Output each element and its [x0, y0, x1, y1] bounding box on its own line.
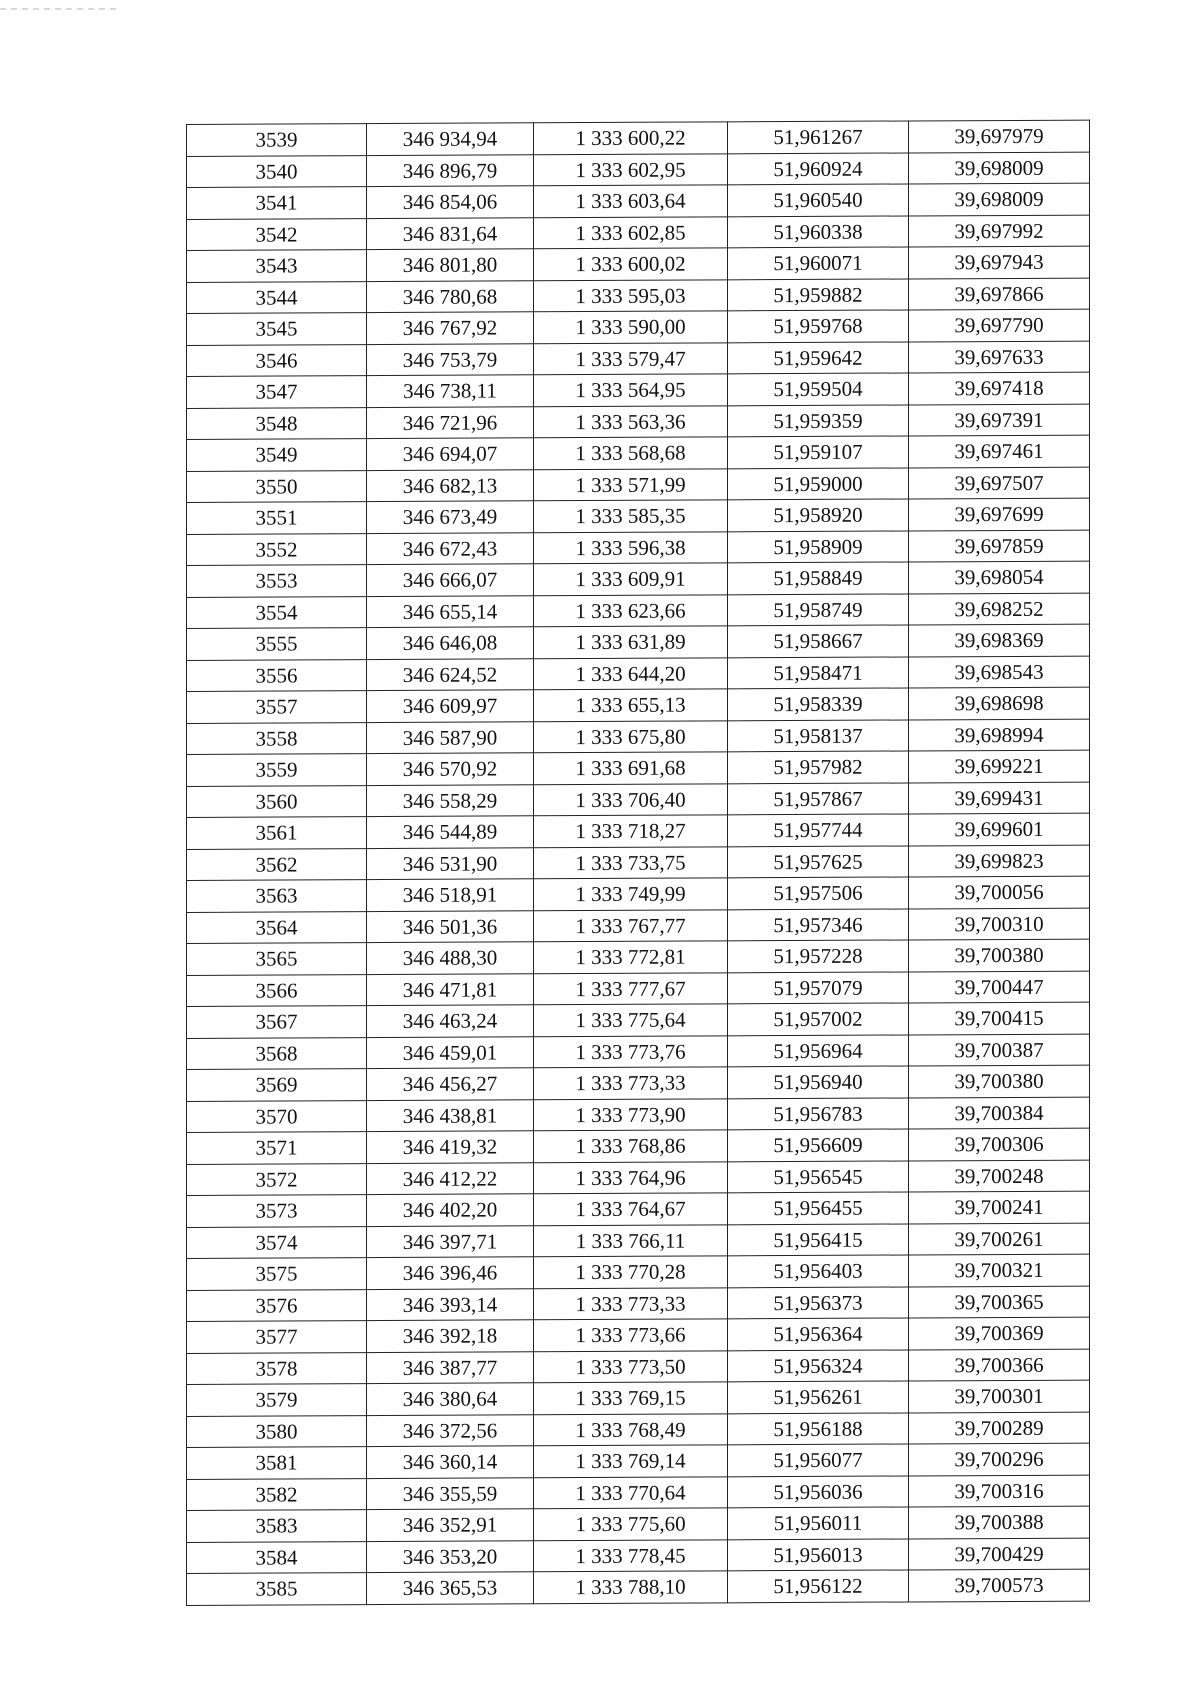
longitude-cell: 39,698994 — [909, 719, 1090, 751]
longitude-cell: 39,700321 — [909, 1254, 1090, 1286]
longitude-cell: 39,697699 — [909, 498, 1090, 530]
point-number-cell: 3585 — [187, 1573, 367, 1605]
table-row — [187, 1002, 1090, 1038]
longitude-cell: 39,697507 — [909, 467, 1090, 499]
latitude-cell: 51,957982 — [728, 751, 909, 783]
latitude-cell: 51,960540 — [728, 184, 909, 216]
y-coordinate-cell: 1 333 775,60 — [534, 1508, 728, 1540]
longitude-cell: 39,699823 — [909, 845, 1090, 877]
latitude-cell: 51,956964 — [728, 1034, 909, 1066]
point-number-cell: 3554 — [187, 596, 367, 628]
longitude-cell: 39,697461 — [909, 435, 1090, 467]
y-coordinate-cell: 1 333 564,95 — [534, 374, 728, 406]
point-number-cell: 3544 — [187, 281, 367, 313]
x-coordinate-cell: 346 459,01 — [367, 1036, 534, 1068]
y-coordinate-cell: 1 333 733,75 — [534, 846, 728, 878]
latitude-cell: 51,956455 — [728, 1192, 909, 1224]
longitude-cell: 39,700387 — [909, 1034, 1090, 1066]
x-coordinate-cell: 346 372,56 — [367, 1414, 534, 1446]
y-coordinate-cell: 1 333 623,66 — [534, 594, 728, 626]
longitude-cell: 39,698009 — [909, 152, 1090, 184]
table-row — [187, 561, 1090, 597]
x-coordinate-cell: 346 624,52 — [367, 658, 534, 690]
y-coordinate-cell: 1 333 749,99 — [534, 878, 728, 910]
table-row — [187, 341, 1090, 377]
x-coordinate-cell: 346 531,90 — [367, 847, 534, 879]
point-number-cell: 3576 — [187, 1289, 367, 1321]
table-row — [187, 1443, 1090, 1479]
x-coordinate-cell: 346 721,96 — [367, 406, 534, 438]
latitude-cell: 51,958920 — [728, 499, 909, 531]
longitude-cell: 39,698698 — [909, 687, 1090, 719]
longitude-cell: 39,700365 — [909, 1286, 1090, 1318]
y-coordinate-cell: 1 333 773,76 — [534, 1035, 728, 1067]
table-row — [187, 1569, 1090, 1605]
latitude-cell: 51,956036 — [728, 1475, 909, 1507]
x-coordinate-cell: 346 352,91 — [367, 1509, 534, 1541]
longitude-cell: 39,699221 — [909, 750, 1090, 782]
y-coordinate-cell: 1 333 718,27 — [534, 815, 728, 847]
table-row — [187, 1065, 1090, 1101]
point-number-cell: 3571 — [187, 1132, 367, 1164]
x-coordinate-cell: 346 801,80 — [367, 249, 534, 281]
table-row — [187, 278, 1090, 314]
point-number-cell: 3567 — [187, 1006, 367, 1038]
table-row — [187, 467, 1090, 503]
latitude-cell: 51,960924 — [728, 152, 909, 184]
latitude-cell: 51,959768 — [728, 310, 909, 342]
table-row — [187, 719, 1090, 755]
y-coordinate-cell: 1 333 603,64 — [534, 185, 728, 217]
table-row — [187, 1412, 1090, 1448]
latitude-cell: 51,958749 — [728, 593, 909, 625]
point-number-cell: 3548 — [187, 407, 367, 439]
y-coordinate-cell: 1 333 563,36 — [534, 405, 728, 437]
x-coordinate-cell: 346 854,06 — [367, 186, 534, 218]
y-coordinate-cell: 1 333 773,50 — [534, 1350, 728, 1382]
longitude-cell: 39,699431 — [909, 782, 1090, 814]
point-number-cell: 3561 — [187, 817, 367, 849]
longitude-cell: 39,700369 — [909, 1317, 1090, 1349]
x-coordinate-cell: 346 471,81 — [367, 973, 534, 1005]
longitude-cell: 39,700388 — [909, 1506, 1090, 1538]
x-coordinate-cell: 346 587,90 — [367, 721, 534, 753]
y-coordinate-cell: 1 333 691,68 — [534, 752, 728, 784]
table-row — [187, 435, 1090, 471]
y-coordinate-cell: 1 333 596,38 — [534, 531, 728, 563]
point-number-cell: 3559 — [187, 754, 367, 786]
longitude-cell: 39,698054 — [909, 561, 1090, 593]
y-coordinate-cell: 1 333 772,81 — [534, 941, 728, 973]
x-coordinate-cell: 346 544,89 — [367, 816, 534, 848]
longitude-cell: 39,700310 — [909, 908, 1090, 940]
table-row — [187, 1034, 1090, 1070]
point-number-cell: 3539 — [187, 124, 367, 156]
table-row — [187, 1349, 1090, 1385]
latitude-cell: 51,957346 — [728, 908, 909, 940]
longitude-cell: 39,700429 — [909, 1538, 1090, 1570]
latitude-cell: 51,956324 — [728, 1349, 909, 1381]
point-number-cell: 3564 — [187, 911, 367, 943]
longitude-cell: 39,700380 — [909, 939, 1090, 971]
table-row — [187, 1128, 1090, 1164]
longitude-cell: 39,700573 — [909, 1569, 1090, 1601]
table-row — [187, 498, 1090, 534]
longitude-cell: 39,700296 — [909, 1443, 1090, 1475]
longitude-cell: 39,697866 — [909, 278, 1090, 310]
x-coordinate-cell: 346 419,32 — [367, 1131, 534, 1163]
longitude-cell: 39,697418 — [909, 372, 1090, 404]
y-coordinate-cell: 1 333 764,67 — [534, 1193, 728, 1225]
longitude-cell: 39,700447 — [909, 971, 1090, 1003]
table-row — [187, 1475, 1090, 1511]
table-row — [187, 656, 1090, 692]
scan-artifact-mark — [0, 8, 120, 10]
y-coordinate-cell: 1 333 775,64 — [534, 1004, 728, 1036]
longitude-cell: 39,700261 — [909, 1223, 1090, 1255]
longitude-cell: 39,697943 — [909, 246, 1090, 278]
x-coordinate-cell: 346 412,22 — [367, 1162, 534, 1194]
x-coordinate-cell: 346 767,92 — [367, 312, 534, 344]
coordinates-table-body — [187, 120, 1090, 1605]
longitude-cell: 39,697633 — [909, 341, 1090, 373]
x-coordinate-cell: 346 682,13 — [367, 469, 534, 501]
latitude-cell: 51,959359 — [728, 404, 909, 436]
latitude-cell: 51,956373 — [728, 1286, 909, 1318]
table-row — [187, 246, 1090, 282]
x-coordinate-cell: 346 655,14 — [367, 595, 534, 627]
x-coordinate-cell: 346 570,92 — [367, 753, 534, 785]
x-coordinate-cell: 346 355,59 — [367, 1477, 534, 1509]
table-row — [187, 908, 1090, 944]
latitude-cell: 51,958849 — [728, 562, 909, 594]
x-coordinate-cell: 346 646,08 — [367, 627, 534, 659]
point-number-cell: 3582 — [187, 1478, 367, 1510]
point-number-cell: 3558 — [187, 722, 367, 754]
point-number-cell: 3549 — [187, 439, 367, 471]
point-number-cell: 3580 — [187, 1415, 367, 1447]
x-coordinate-cell: 346 463,24 — [367, 1005, 534, 1037]
table-row — [187, 971, 1090, 1007]
y-coordinate-cell: 1 333 571,99 — [534, 468, 728, 500]
point-number-cell: 3551 — [187, 502, 367, 534]
y-coordinate-cell: 1 333 788,10 — [534, 1571, 728, 1603]
y-coordinate-cell: 1 333 769,15 — [534, 1382, 728, 1414]
latitude-cell: 51,956013 — [728, 1538, 909, 1570]
x-coordinate-cell: 346 402,20 — [367, 1194, 534, 1226]
x-coordinate-cell: 346 518,91 — [367, 879, 534, 911]
y-coordinate-cell: 1 333 631,89 — [534, 626, 728, 658]
latitude-cell: 51,959882 — [728, 278, 909, 310]
latitude-cell: 51,960338 — [728, 215, 909, 247]
y-coordinate-cell: 1 333 675,80 — [534, 720, 728, 752]
latitude-cell: 51,957079 — [728, 971, 909, 1003]
y-coordinate-cell: 1 333 764,96 — [534, 1161, 728, 1193]
x-coordinate-cell: 346 780,68 — [367, 280, 534, 312]
table-row — [187, 152, 1090, 188]
table-row — [187, 404, 1090, 440]
x-coordinate-cell: 346 456,27 — [367, 1068, 534, 1100]
point-number-cell: 3543 — [187, 250, 367, 282]
latitude-cell: 51,956261 — [728, 1381, 909, 1413]
latitude-cell: 51,960071 — [728, 247, 909, 279]
latitude-cell: 51,957506 — [728, 877, 909, 909]
y-coordinate-cell: 1 333 706,40 — [534, 783, 728, 815]
latitude-cell: 51,956609 — [728, 1129, 909, 1161]
y-coordinate-cell: 1 333 773,33 — [534, 1067, 728, 1099]
latitude-cell: 51,958667 — [728, 625, 909, 657]
table-row — [187, 813, 1090, 849]
latitude-cell: 51,957002 — [728, 1003, 909, 1035]
point-number-cell: 3568 — [187, 1037, 367, 1069]
point-number-cell: 3556 — [187, 659, 367, 691]
x-coordinate-cell: 346 558,29 — [367, 784, 534, 816]
longitude-cell: 39,698369 — [909, 624, 1090, 656]
point-number-cell: 3555 — [187, 628, 367, 660]
y-coordinate-cell: 1 333 778,45 — [534, 1539, 728, 1571]
point-number-cell: 3573 — [187, 1195, 367, 1227]
longitude-cell: 39,700415 — [909, 1002, 1090, 1034]
point-number-cell: 3562 — [187, 848, 367, 880]
latitude-cell: 51,959504 — [728, 373, 909, 405]
longitude-cell: 39,700306 — [909, 1128, 1090, 1160]
point-number-cell: 3557 — [187, 691, 367, 723]
x-coordinate-cell: 346 753,79 — [367, 343, 534, 375]
table-row — [187, 845, 1090, 881]
x-coordinate-cell: 346 694,07 — [367, 438, 534, 470]
x-coordinate-cell: 346 380,64 — [367, 1383, 534, 1415]
point-number-cell: 3550 — [187, 470, 367, 502]
point-number-cell: 3569 — [187, 1069, 367, 1101]
point-number-cell: 3577 — [187, 1321, 367, 1353]
latitude-cell: 51,956783 — [728, 1097, 909, 1129]
y-coordinate-cell: 1 333 602,85 — [534, 216, 728, 248]
table-row — [187, 120, 1090, 156]
longitude-cell: 39,698009 — [909, 183, 1090, 215]
latitude-cell: 51,958137 — [728, 719, 909, 751]
latitude-cell: 51,957867 — [728, 782, 909, 814]
y-coordinate-cell: 1 333 609,91 — [534, 563, 728, 595]
x-coordinate-cell: 346 896,79 — [367, 154, 534, 186]
point-number-cell: 3581 — [187, 1447, 367, 1479]
latitude-cell: 51,956545 — [728, 1160, 909, 1192]
point-number-cell: 3565 — [187, 943, 367, 975]
latitude-cell: 51,956077 — [728, 1444, 909, 1476]
x-coordinate-cell: 346 488,30 — [367, 942, 534, 974]
point-number-cell: 3547 — [187, 376, 367, 408]
y-coordinate-cell: 1 333 585,35 — [534, 500, 728, 532]
table-row — [187, 530, 1090, 566]
point-number-cell: 3579 — [187, 1384, 367, 1416]
latitude-cell: 51,956940 — [728, 1066, 909, 1098]
point-number-cell: 3542 — [187, 218, 367, 250]
y-coordinate-cell: 1 333 602,95 — [534, 153, 728, 185]
point-number-cell: 3563 — [187, 880, 367, 912]
latitude-cell: 51,961267 — [728, 121, 909, 153]
longitude-cell: 39,697992 — [909, 215, 1090, 247]
latitude-cell: 51,958339 — [728, 688, 909, 720]
longitude-cell: 39,697979 — [909, 120, 1090, 152]
y-coordinate-cell: 1 333 773,33 — [534, 1287, 728, 1319]
y-coordinate-cell: 1 333 579,47 — [534, 342, 728, 374]
point-number-cell: 3541 — [187, 187, 367, 219]
x-coordinate-cell: 346 831,64 — [367, 217, 534, 249]
y-coordinate-cell: 1 333 777,67 — [534, 972, 728, 1004]
table-row — [187, 624, 1090, 660]
latitude-cell: 51,956364 — [728, 1318, 909, 1350]
table-row — [187, 215, 1090, 251]
longitude-cell: 39,699601 — [909, 813, 1090, 845]
x-coordinate-cell: 346 738,11 — [367, 375, 534, 407]
point-number-cell: 3540 — [187, 155, 367, 187]
point-number-cell: 3552 — [187, 533, 367, 565]
point-number-cell: 3553 — [187, 565, 367, 597]
table-row — [187, 1506, 1090, 1542]
point-number-cell: 3583 — [187, 1510, 367, 1542]
latitude-cell: 51,957625 — [728, 845, 909, 877]
longitude-cell: 39,698252 — [909, 593, 1090, 625]
point-number-cell: 3584 — [187, 1541, 367, 1573]
table-row — [187, 1538, 1090, 1574]
x-coordinate-cell: 346 392,18 — [367, 1320, 534, 1352]
table-row — [187, 309, 1090, 345]
x-coordinate-cell: 346 672,43 — [367, 532, 534, 564]
x-coordinate-cell: 346 438,81 — [367, 1099, 534, 1131]
y-coordinate-cell: 1 333 595,03 — [534, 279, 728, 311]
point-number-cell: 3546 — [187, 344, 367, 376]
x-coordinate-cell: 346 365,53 — [367, 1572, 534, 1604]
longitude-cell: 39,700384 — [909, 1097, 1090, 1129]
table-row — [187, 876, 1090, 912]
latitude-cell: 51,959000 — [728, 467, 909, 499]
table-row — [187, 1317, 1090, 1353]
longitude-cell: 39,700248 — [909, 1160, 1090, 1192]
latitude-cell: 51,958909 — [728, 530, 909, 562]
table-row — [187, 1191, 1090, 1227]
point-number-cell: 3560 — [187, 785, 367, 817]
longitude-cell: 39,700366 — [909, 1349, 1090, 1381]
y-coordinate-cell: 1 333 590,00 — [534, 311, 728, 343]
longitude-cell: 39,700289 — [909, 1412, 1090, 1444]
x-coordinate-cell: 346 666,07 — [367, 564, 534, 596]
x-coordinate-cell: 346 396,46 — [367, 1257, 534, 1289]
latitude-cell: 51,956403 — [728, 1255, 909, 1287]
table-row — [187, 1160, 1090, 1196]
point-number-cell: 3578 — [187, 1352, 367, 1384]
latitude-cell: 51,956122 — [728, 1570, 909, 1602]
table-row — [187, 1223, 1090, 1259]
table-row — [187, 782, 1090, 818]
y-coordinate-cell: 1 333 770,28 — [534, 1256, 728, 1288]
y-coordinate-cell: 1 333 600,22 — [534, 122, 728, 154]
latitude-cell: 51,959107 — [728, 436, 909, 468]
x-coordinate-cell: 346 934,94 — [367, 123, 534, 155]
table-row — [187, 1097, 1090, 1133]
y-coordinate-cell: 1 333 767,77 — [534, 909, 728, 941]
x-coordinate-cell: 346 673,49 — [367, 501, 534, 533]
table-row — [187, 1254, 1090, 1290]
y-coordinate-cell: 1 333 768,86 — [534, 1130, 728, 1162]
latitude-cell: 51,956415 — [728, 1223, 909, 1255]
point-number-cell: 3574 — [187, 1226, 367, 1258]
y-coordinate-cell: 1 333 773,90 — [534, 1098, 728, 1130]
longitude-cell: 39,700301 — [909, 1380, 1090, 1412]
point-number-cell: 3572 — [187, 1163, 367, 1195]
table-row — [187, 1380, 1090, 1416]
table-row — [187, 593, 1090, 629]
x-coordinate-cell: 346 387,77 — [367, 1351, 534, 1383]
longitude-cell: 39,700316 — [909, 1475, 1090, 1507]
y-coordinate-cell: 1 333 600,02 — [534, 248, 728, 280]
latitude-cell: 51,959642 — [728, 341, 909, 373]
y-coordinate-cell: 1 333 568,68 — [534, 437, 728, 469]
longitude-cell: 39,697790 — [909, 309, 1090, 341]
coordinates-table — [186, 120, 1090, 1606]
latitude-cell: 51,956011 — [728, 1507, 909, 1539]
point-number-cell: 3566 — [187, 974, 367, 1006]
table-row — [187, 687, 1090, 723]
x-coordinate-cell: 346 360,14 — [367, 1446, 534, 1478]
latitude-cell: 51,956188 — [728, 1412, 909, 1444]
y-coordinate-cell: 1 333 766,11 — [534, 1224, 728, 1256]
y-coordinate-cell: 1 333 768,49 — [534, 1413, 728, 1445]
y-coordinate-cell: 1 333 769,14 — [534, 1445, 728, 1477]
y-coordinate-cell: 1 333 655,13 — [534, 689, 728, 721]
y-coordinate-cell: 1 333 773,66 — [534, 1319, 728, 1351]
longitude-cell: 39,700380 — [909, 1065, 1090, 1097]
table-row — [187, 183, 1090, 219]
point-number-cell: 3545 — [187, 313, 367, 345]
point-number-cell: 3575 — [187, 1258, 367, 1290]
y-coordinate-cell: 1 333 770,64 — [534, 1476, 728, 1508]
table-row — [187, 939, 1090, 975]
y-coordinate-cell: 1 333 644,20 — [534, 657, 728, 689]
table-row — [187, 1286, 1090, 1322]
latitude-cell: 51,957228 — [728, 940, 909, 972]
x-coordinate-cell: 346 609,97 — [367, 690, 534, 722]
longitude-cell: 39,700056 — [909, 876, 1090, 908]
table-row — [187, 750, 1090, 786]
longitude-cell: 39,700241 — [909, 1191, 1090, 1223]
latitude-cell: 51,957744 — [728, 814, 909, 846]
longitude-cell: 39,698543 — [909, 656, 1090, 688]
x-coordinate-cell: 346 393,14 — [367, 1288, 534, 1320]
x-coordinate-cell: 346 353,20 — [367, 1540, 534, 1572]
point-number-cell: 3570 — [187, 1100, 367, 1132]
longitude-cell: 39,697859 — [909, 530, 1090, 562]
table-row — [187, 372, 1090, 408]
longitude-cell: 39,697391 — [909, 404, 1090, 436]
latitude-cell: 51,958471 — [728, 656, 909, 688]
x-coordinate-cell: 346 501,36 — [367, 910, 534, 942]
x-coordinate-cell: 346 397,71 — [367, 1225, 534, 1257]
